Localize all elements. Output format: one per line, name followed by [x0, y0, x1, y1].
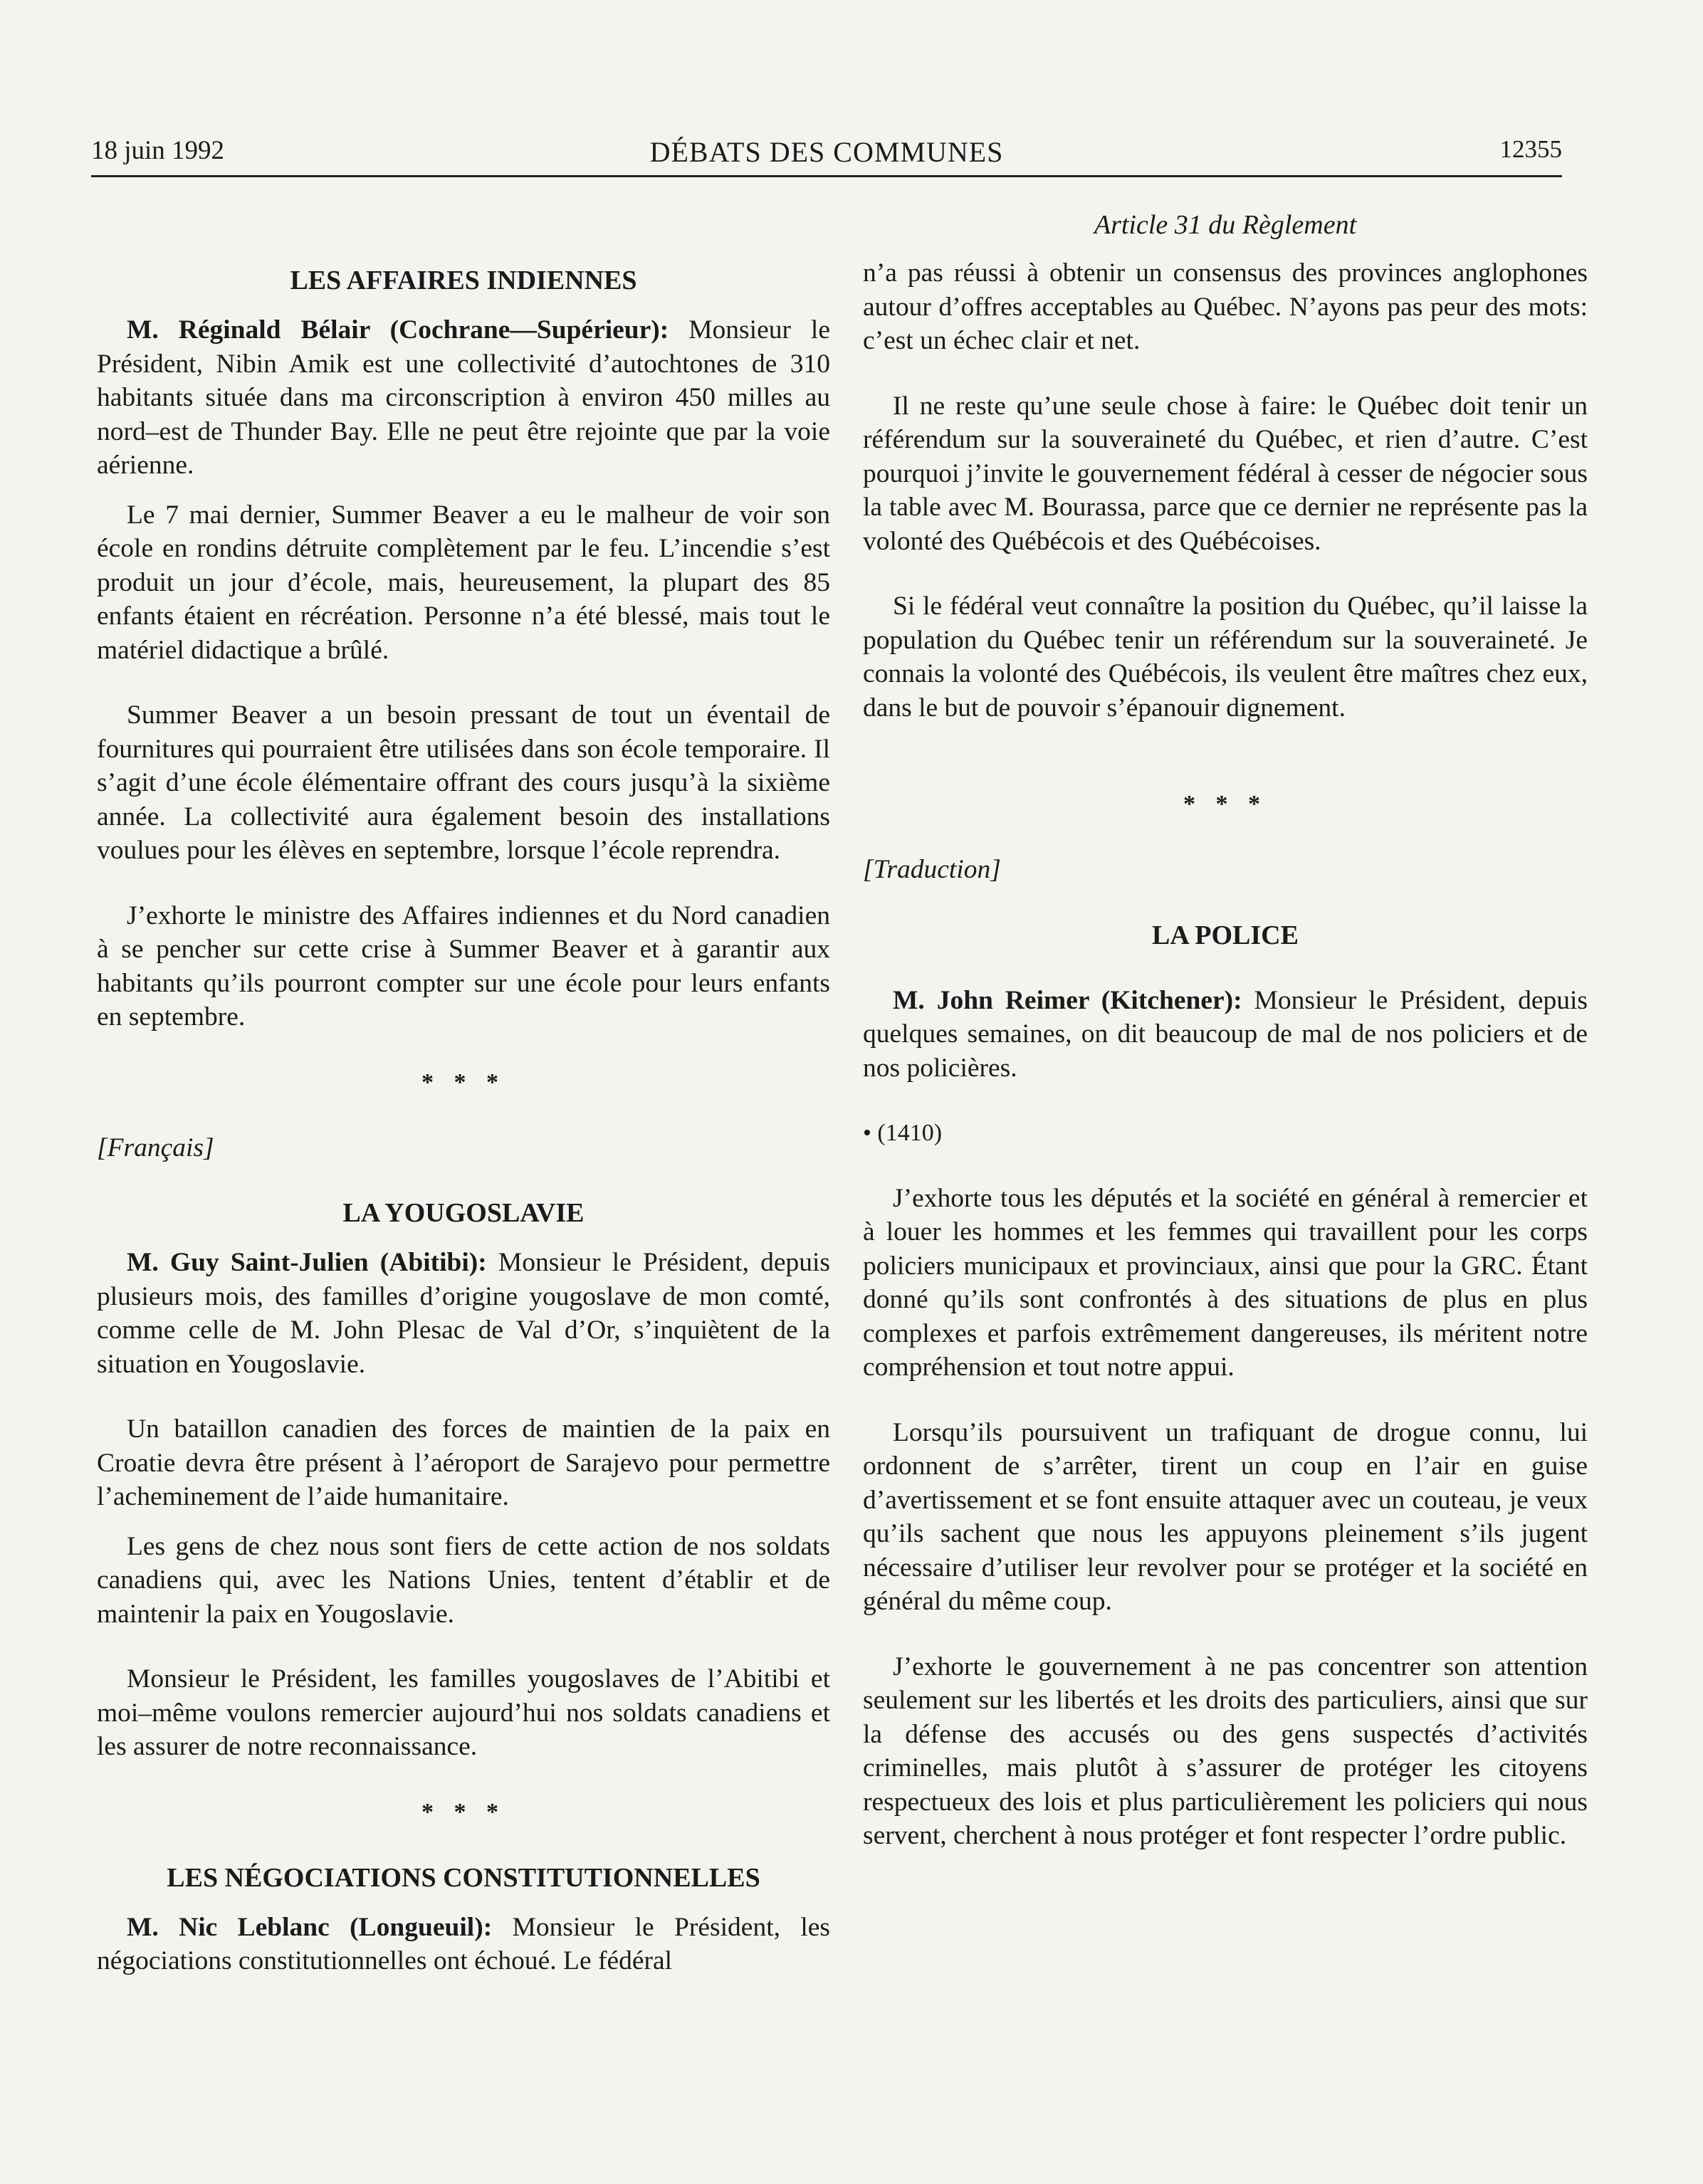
paragraph: Summer Beaver a un besoin pressant de tout un éventail de fournitures qui pourraient être utilisées dans son école temporaire. Il s’agit d’une école élémentaire offrant des cours jusqu’à la sixième année. La collectivité aura également besoin des installations voulues pour les élèves en septembre, lorsque l’école reprendra.: [97, 700, 830, 865]
paragraph: [97, 1911, 830, 1978]
section-heading-police: LA POLICE: [1152, 920, 1299, 950]
section-separator: * * *: [1183, 791, 1267, 817]
page-number: 12355: [1499, 135, 1562, 163]
language-tag: [Traduction]: [863, 855, 1001, 884]
paragraph-text: Monsieur le Président, les négociations constitutionnelles ont échoué. Le fédéral: [97, 1912, 830, 1975]
paragraph: Un bataillon canadien des forces de maintien de la paix en Croatie devra être présent à l’aéroport de Sarajevo pour permettre l’acheminement de l’aide humanitaire.: [97, 1414, 830, 1511]
paragraph: Monsieur le Président, les familles yougoslaves de l’Abitibi et moi–même voulons remercier aujourd’hui nos soldats canadiens et les assurer de notre reconnaissance.: [97, 1664, 830, 1761]
time-marker: • (1410): [863, 1120, 943, 1146]
speaker-name: M. Réginald Bélair (Cochrane—Supérieur):: [127, 315, 669, 345]
speaker-name: M. Guy Saint-Julien (Abitibi):: [127, 1248, 487, 1277]
speaker-name: M. Nic Leblanc (Longueuil):: [127, 1912, 493, 1942]
section-heading-affaires-indiennes: LES AFFAIRES INDIENNES: [290, 266, 637, 295]
paragraph-text: Monsieur le Président, depuis quelques semaines, on dit beaucoup de mal de nos policiers et de nos policières.: [863, 985, 1588, 1083]
section-separator: * * *: [421, 1069, 505, 1096]
header-title: DÉBATS DES COMMUNES: [649, 136, 1004, 168]
paragraph: J’exhorte le ministre des Affaires indiennes et du Nord canadien à se pencher sur cette crise à Summer Beaver et à garantir aux habitants qu’ils pourront compter sur une école pour leurs enfants en septembre.: [97, 901, 830, 1031]
paragraph: J’exhorte tous les députés et la société en général à remercier et à louer les hommes et les femmes qui travaillent pour les corps policiers municipaux et provinciaux, ainsi que pour la GRC. Étant donné qu’ils sont confrontés à des situations de plus en plus complexes et parfois extrêmement dangereuses, ils méritent notre compréhension et tout notre appui.: [863, 1183, 1588, 1382]
speaker-name: M. John Reimer (Kitchener):: [893, 985, 1242, 1015]
paragraph: Lorsqu’ils poursuivent un trafiquant de drogue connu, lui ordonnent de s’arrêter, tirent un coup en l’air en guise d’avertissement et se font ensuite attaquer avec un couteau, je veux qu’ils sachent que nous les appuyons pleinement s’ils jugent nécessaire d’utiliser leur revolver pour se protéger et la société en général du même coup.: [863, 1417, 1588, 1616]
paragraph-text: Monsieur le Président, Nibin Amik est une collectivité d’autochtones de 310 habitants située dans ma circonscription à environ 450 milles au nord–est de Thunder Bay. Elle ne peut être rejointe que par la voie aérienne.: [97, 315, 830, 480]
left-column: [97, 208, 830, 1978]
page-header: [91, 135, 1562, 171]
paragraph: [97, 313, 830, 483]
header-rule: [91, 175, 1562, 177]
paragraph: Les gens de chez nous sont fiers de cette action de nos soldats canadiens qui, avec les Nations Unies, tentent d’établir et de maintenir la paix en Yougoslavie.: [97, 1531, 830, 1629]
paragraph-text: Monsieur le Président, depuis plusieurs mois, des familles d’origine yougoslave de mon comté, comme celle de M. John Plesac de Val d’Or, s’inquiètent de la situation en Yougoslavie.: [97, 1248, 830, 1379]
paragraph: Le 7 mai dernier, Summer Beaver a eu le malheur de voir son école en rondins détruite complètement par le feu. L’incendie s’est produit un jour d’école, mais, heureusement, la plupart des 85 enfants étaient en récréation. Personne n’a été blessé, mais tout le matériel didactique a brûlé.: [97, 500, 830, 665]
paragraph: J’exhorte le gouvernement à ne pas concentrer son attention seulement sur les libertés et les droits des particuliers, ainsi que sur la défense des accusés ou des gens suspectés d’activités criminelles, mais plutôt à s’assurer de protéger les citoyens respectueux des lois et plus particulièrement les policiers qui nous servent, cherchent à nous protéger et font respecter l’ordre public.: [863, 1652, 1588, 1850]
paragraph: n’a pas réussi à obtenir un consensus des provinces anglophones autour d’offres acceptables au Québec. N’ayons pas peur des mots: c’est un échec clair et net.: [863, 258, 1588, 355]
paragraph: Si le fédéral veut connaître la position du Québec, qu’il laisse la population du Québec tenir un référendum sur la souveraineté. Je connais la volonté des Québécois, ils veulent être maîtres chez eux, dans le but de pouvoir s’épanouir dignement.: [863, 592, 1588, 723]
paragraph: [97, 1246, 830, 1381]
section-heading-yougoslavie: LA YOUGOSLAVIE: [342, 1198, 585, 1228]
section-heading-negociations: LES NÉGOCIATIONS CONSTITUTIONNELLES: [167, 1862, 760, 1893]
right-column: [863, 208, 1588, 1853]
language-tag: [Français]: [97, 1133, 214, 1162]
section-separator: * * *: [421, 1798, 505, 1825]
paragraph: Il ne reste qu’une seule chose à faire: le Québec doit tenir un référendum sur la souveraineté du Québec, et rien d’autre. C’est pourquoi j’invite le gouvernement fédéral à cesser de négocier sous la table avec M. Bourassa, parce que ce dernier ne représente pas la volonté des Québécois et des Québécoises.: [863, 391, 1588, 556]
header-date: 18 juin 1992: [91, 136, 225, 165]
paragraph: [863, 984, 1588, 1086]
sub-heading: Article 31 du Règlement: [1094, 210, 1357, 240]
